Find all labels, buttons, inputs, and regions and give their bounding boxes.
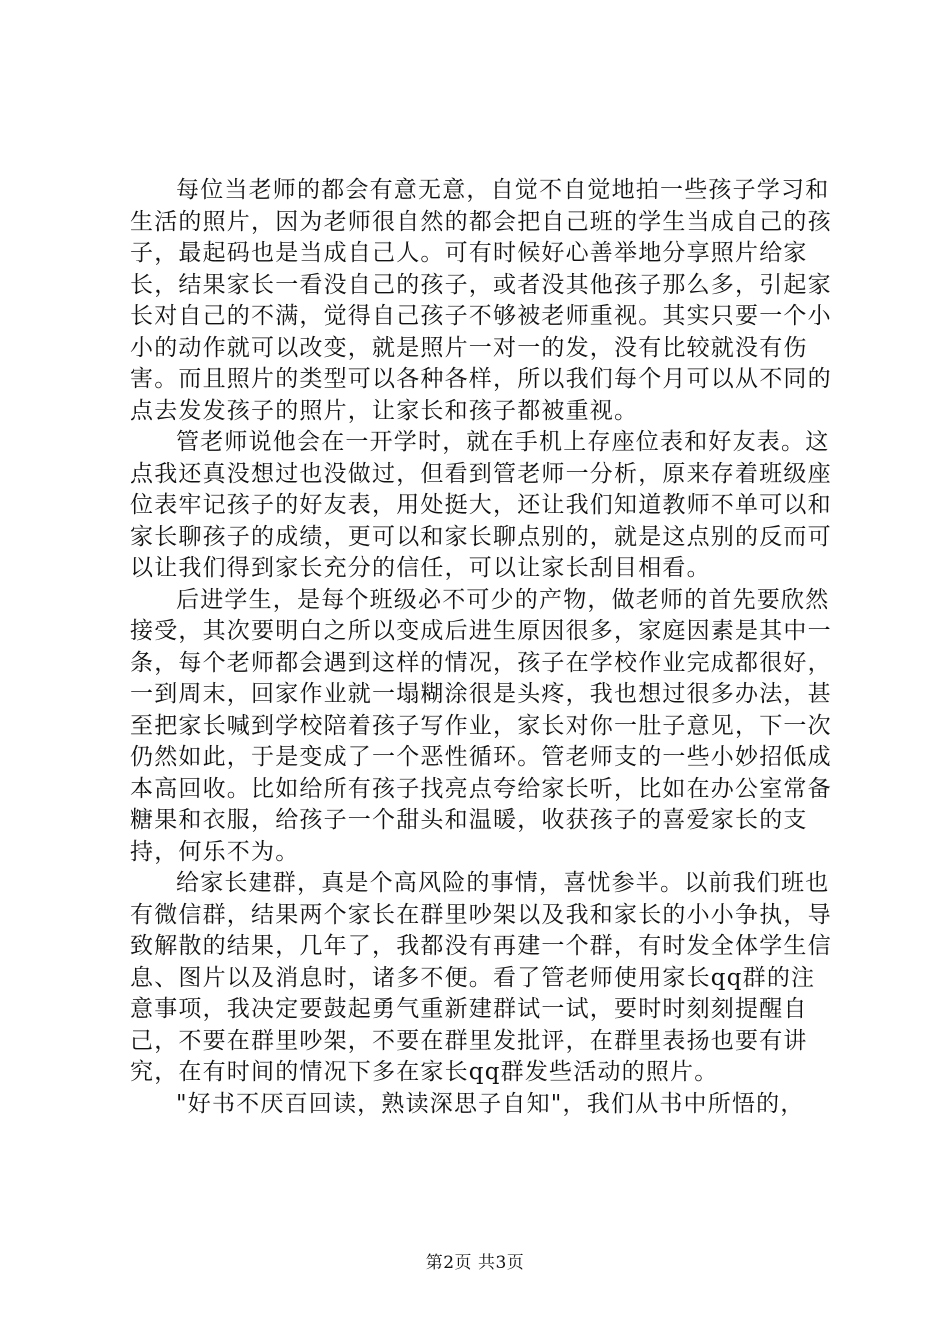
paragraph-5: "好书不厌百回读，熟读深思子自知"，我们从书中所悟的， (176, 1090, 805, 1117)
paragraph-2: 管老师说他会在一开学时，就在手机上存座位表和好友表。这点我还真没想过也没做过，但看到管老师一分析，原来存着班级座位表牢记孩子的好友表，用处挺大，还让我们知道教师不单可以和家长聊孩子的成绩，更可以和家长聊点别的，就是这点别的反而可以让我们得到家长充分的信任，可以让家长刮目相看。 (130, 429, 832, 581)
paragraph-1: 每位当老师的都会有意无意，自觉不自觉地拍一些孩子学习和生活的照片，因为老师很自然的都会把自己班的学生当成自己的孩子，最起码也是当成自己人。可有时候好心善举地分享照片给家长，结果家长一看没自己的孩子，或者没其他孩子那么多，引起家长对自己的不满，觉得自己孩子不够被老师重视。其实只要一个小小的动作就可以改变，就是照片一对一的发，没有比较就没有伤害。而且照片的类型可以各种各样，所以我们每个月可以从不同的点去发发孩子的照片，让家长和孩子都被重视。 (130, 177, 832, 424)
page-number-footer: 第2页 共3页 (425, 1253, 525, 1273)
paragraph-3: 后进学生，是每个班级必不可少的产物，做老师的首先要欣然接受，其次要明白之所以变成后进生原因很多，家庭因素是其中一条，每个老师都会遇到这样的情况，孩子在学校作业完成都很好，一到周末，回家作业就一塌糊涂很是头疼，我也想过很多办法，甚至把家长喊到学校陪着孩子写作业，家长对你一肚子意见，下一次仍然如此，于是变成了一个恶性循环。管老师支的一些小妙招低成本高回收。比如给所有孩子找亮点夸给家长听，比如在办公室常备糖果和衣服，给孩子一个甜头和温暖，收获孩子的喜爱家长的支持，何乐不为。 (130, 586, 832, 865)
document-body (130, 175, 835, 1120)
paragraph-4: 给家长建群，真是个高风险的事情，喜忧参半。以前我们班也有微信群，结果两个家长在群里吵架以及我和家长的小小争执，导致解散的结果，几年了，我都没有再建一个群，有时发全体学生信息、图片以及消息时，诸多不便。看了管老师使用家长qq群的注意事项，我决定要鼓起勇气重新建群试一试，要时时刻刻提醒自己，不要在群里吵架，不要在群里发批评，在群里表扬也要有讲究，在有时间的情况下多在家长qq群发些活动的照片。 (130, 870, 832, 1085)
